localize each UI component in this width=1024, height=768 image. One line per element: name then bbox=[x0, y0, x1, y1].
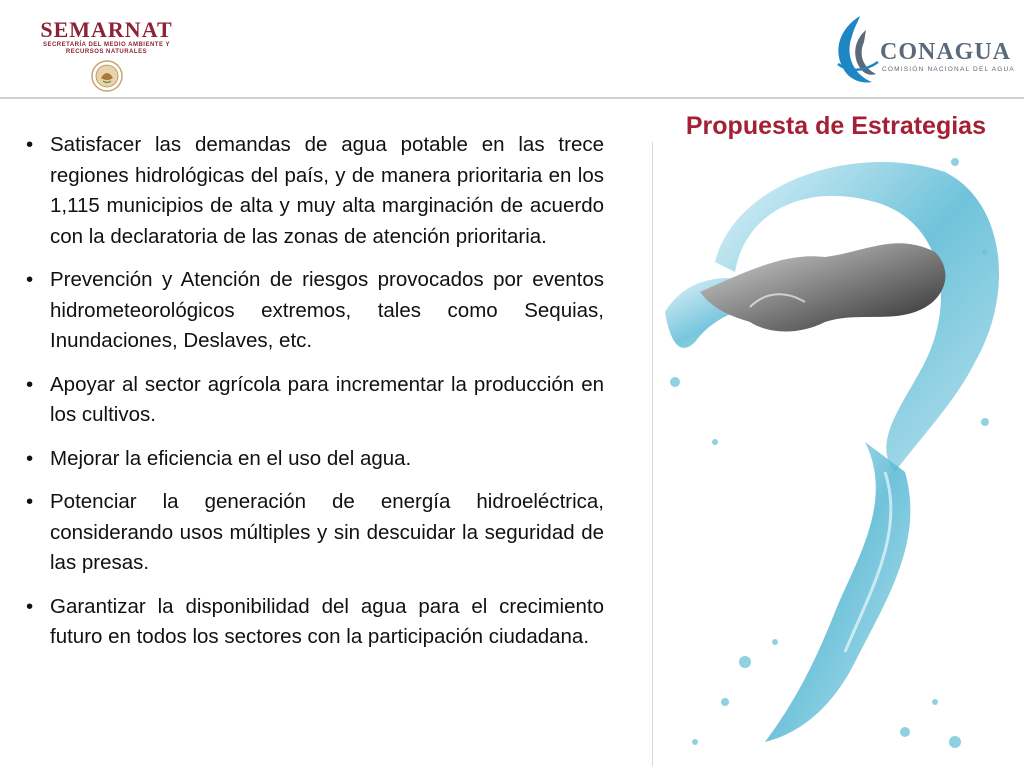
list-item-text: Garantizar la disponibilidad del agua para el crecimiento futuro en todos los sectores con la participación ciudadana. bbox=[50, 594, 604, 648]
list-item-text: Prevención y Atención de riesgos provocados por eventos hidrometeorológicos extremos, tales como Sequias, Inundaciones, Deslaves, etc. bbox=[50, 268, 604, 352]
list-item bbox=[22, 370, 604, 431]
strategy-list bbox=[22, 130, 604, 666]
slide-title: Propuesta de Estrategias bbox=[685, 112, 986, 140]
semarnat-logo bbox=[34, 18, 179, 96]
bullet-icon: • bbox=[26, 372, 34, 396]
list-item bbox=[22, 487, 604, 579]
list-item-text: Apoyar al sector agrícola para incrementar la producción en los cultivos. bbox=[50, 372, 604, 426]
semarnat-name: SEMARNAT bbox=[40, 17, 173, 42]
list-item bbox=[22, 592, 604, 653]
list-item bbox=[22, 444, 604, 475]
bullet-icon: • bbox=[26, 446, 34, 470]
list-item bbox=[22, 130, 604, 252]
conagua-name: CONAGUA bbox=[880, 39, 1011, 65]
list-item-text: Mejorar la eficiencia en el uso del agua. bbox=[50, 446, 412, 470]
conagua-subtitle: COMISIÓN NACIONAL DEL AGUA bbox=[882, 66, 1015, 73]
conagua-logo bbox=[830, 12, 1020, 86]
water-drop-swoosh-icon bbox=[830, 12, 880, 86]
bullet-icon: • bbox=[26, 268, 34, 291]
content-divider bbox=[652, 142, 653, 766]
bullet-icon: • bbox=[26, 133, 34, 156]
list-item-text: Satisfacer las demandas de agua potable en las trece regiones hidrológicas del país, y de manera prioritaria en los 1,115 municipios de alta y muy alta marginación de acuerdo con la declaratoria de las zonas de atención prioritaria. bbox=[50, 133, 604, 248]
slide-header bbox=[0, 0, 1024, 98]
semarnat-subtitle-line2: RECURSOS NATURALES bbox=[65, 49, 148, 55]
bullet-icon: • bbox=[26, 594, 34, 618]
bullet-icon: • bbox=[26, 490, 34, 513]
water-hands-illustration bbox=[655, 142, 1015, 766]
list-item-text: Potenciar la generación de energía hidroeléctrica, considerando usos múltiples y sin descuidar la seguridad de las presas. bbox=[50, 490, 604, 574]
mexican-seal-icon bbox=[91, 60, 123, 92]
semarnat-subtitle-line1: SECRETARÍA DEL MEDIO AMBIENTE Y bbox=[42, 42, 171, 48]
list-item bbox=[22, 265, 604, 357]
header-divider bbox=[0, 97, 1024, 99]
